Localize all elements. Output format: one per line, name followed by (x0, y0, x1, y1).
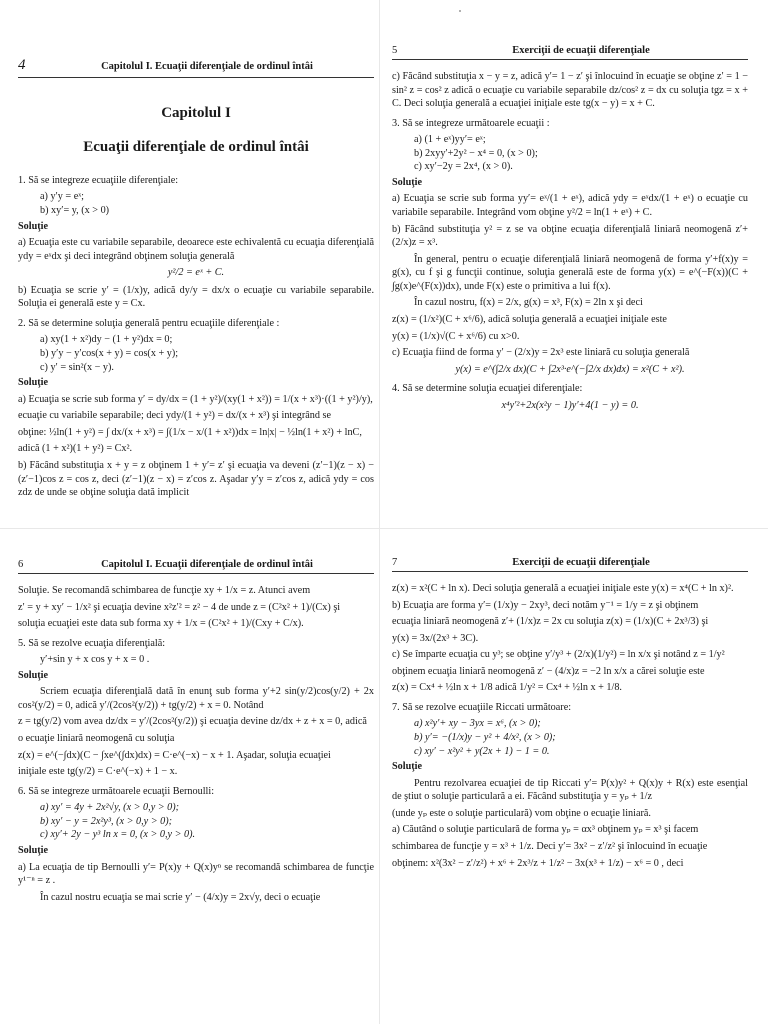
solution-heading: Soluţie (18, 377, 49, 389)
solution-5-line5: iniţiale este tg(y/2) = C·e^(−x) + 1 − x. (18, 766, 178, 778)
solution-2a-line3: obţine: ½ln(1 + y²) = ∫ dx/(x + x³) = ∫(1/x − x/(1 + x²))dx = ln|x| − ½ln(1 + x²) + lnC, (18, 426, 362, 438)
solution-7-intro: Pentru rezolvarea ecuaţiei de tip Riccati y′= P(x)y² + Q(x)y + R(x) este esenţial de ştiut o soluţie particulară a ei. Făcând substituţia y = yₚ + 1/z (392, 777, 748, 803)
problem-6c: c) xy′+ 2y − y³ ln x = 0, (x > 0,y > 0). (40, 829, 196, 841)
page-5 (388, 44, 752, 416)
solution-4-line1: Soluţie. Se recomandă schimbarea de funcţie xy + 1/x = z. Atunci avem (18, 584, 311, 596)
chapter-label: Capitolul I (161, 104, 231, 121)
solution-6c-line2: obţinem ecuaţia liniară neomogenă z′ − (4/x)z = −2 ln x/x a cărei soluţie este (392, 665, 705, 677)
header-title: Exerciţii de ecuaţii diferenţiale (512, 557, 650, 568)
solution-3-general: În general, pentru o ecuaţie diferenţială liniară neomogenă de forma y′+f(x)y = g(x), cu f şi g funcţii continue, soluţia generală este de forma y(x) = e^(−F(x))(C + ∫g(x)e^(F(x))dx), unde F(x) este o primitiva a lui f(x). (392, 253, 748, 292)
solution-2a-line1: a) Ecuaţia se scrie sub forma y′ = dy/dx = (1 + y²)/(xy(1 + x²)) = 1/(x + x³)·((1 + y²)/y), (18, 393, 373, 405)
page-7 (388, 556, 752, 873)
problem-5: 5. Să se rezolve ecuaţia diferenţială: (18, 637, 166, 649)
problem-1: 1. Să se integreze ecuaţiile diferenţiale: (18, 174, 179, 186)
problem-7: 7. Să se rezolve ecuaţiile Riccati următoare: (392, 701, 572, 713)
running-header (392, 44, 748, 60)
solution-6a: a) La ecuaţia de tip Bernoulli y′= P(x)y + Q(x)yⁿ se recomandă schimbarea de funcţie y¹⁻ⁿ = z . (18, 861, 374, 887)
vertical-fold-line (379, 0, 380, 1024)
header-title: Capitolul I. Ecuaţii diferenţiale de ordinul întâi (101, 61, 313, 72)
problem-1b: b) xy′= y, (x > 0) (40, 204, 110, 216)
solution-6c-line1: c) Se împarte ecuaţia cu y³; se obţine y′/y³ + (2/x)(1/y²) = ln x/x şi notând z = 1/y² (392, 649, 725, 661)
solution-6b-line3: y(x) = 3x/(2x³ + 3C). (392, 632, 479, 644)
solution-2a-line2: ecuaţie cu variabile separabile; deci ydy/(1 + y²) = dx/(x + x³) şi integrând se (18, 410, 332, 422)
solution-3-z: z(x) = (1/x²)(C + x⁶/6), adică soluţia generală a ecuaţiei iniţiale este (392, 313, 667, 325)
chapter-title: Ecuaţii diferenţiale de ordinul întâi (83, 138, 309, 155)
problem-4: 4. Să se determine soluţia ecuaţiei diferenţiale: (392, 383, 583, 395)
running-header (18, 56, 374, 78)
problem-7c: c) xy′ − x²y² + y(2x + 1) − 1 = 0. (414, 745, 550, 757)
solution-3b: b) Făcând substituţia y² = z se va obţine ecuaţia diferenţială liniară neomogenă z′+ (2/x)z = x³. (392, 223, 748, 249)
problem-2a: a) xy(1 + x²)dy − (1 + y²)dx = 0; (40, 334, 173, 346)
problem-6a: a) xy′ = 4y + 2x²√y, (x > 0,y > 0); (40, 802, 180, 814)
solution-2a-line4: adică (1 + x²)(1 + y²) = Cx². (18, 443, 133, 455)
solution-4-line2: z′ = y + xy′ − 1/x² şi ecuaţia devine x²z′² = z² − 4 de unde z = (C²x² + 1)/(Cx) şi (18, 601, 341, 613)
problem-5-equation: y′+sin y + x cos y + x = 0 . (40, 654, 150, 666)
solution-5-line4: z(x) = e^(−∫dx)(C − ∫xe^(∫dx)dx) = C·e^(−x) − x + 1. Aşadar, soluţia ecuaţiei (18, 749, 331, 761)
running-header (392, 556, 748, 572)
problem-2c: c) y′ = sin²(x − y). (40, 361, 114, 373)
problem-7b: b) y′= −(1/x)y − y² + 4/x², (x > 0); (414, 732, 556, 744)
solution-6a-end: z(x) = x²(C + ln x). Deci soluţia generală a ecuaţiei iniţiale este y(x) = x⁴(C + ln x)². (392, 582, 734, 594)
solution-2b: b) Făcând substituţia x + y = z obţinem 1 + y′= z′ şi ecuaţia va deveni (z′−1)(z − x) − (z′−1)cos z = cos z, deci (z′−1)(z − x) = z′cos z. Aşadar y′y = z′cos z, adică ydy = cos zdz de unde se obţine soluţia dată implicit (18, 459, 374, 499)
solution-heading: Soluţie (392, 761, 423, 773)
solution-5-line3: o ecuaţie liniară neomogenă cu soluţia (18, 733, 175, 745)
solution-7a-line3: obţinem: x²(3x² − z′/z²) + x⁶ + 2x³/z + 1/z² − 3x(x³ + 1/z) − x⁶ = 0 , deci (392, 857, 684, 869)
solution-3c: c) Ecuaţia fiind de forma y′ − (2/x)y = 2x³ este liniară cu soluţia generală (392, 347, 690, 359)
page-number: 6 (18, 559, 24, 570)
horizontal-fold-line (0, 528, 768, 529)
solution-heading: Soluţie (18, 844, 49, 856)
equation: y(x) = e^(∫2/x dx)(C + ∫2x³·e^(−∫2/x dx)dx) = x²(C + x²). (455, 363, 685, 375)
problem-6: 6. Să se integreze următoarele ecuaţii Bernoulli: (18, 785, 215, 797)
solution-3-y: y(x) = (1/x)√(C + x⁶/6) cu x>0. (392, 330, 520, 342)
equation: y²/2 = eˣ + C. (167, 267, 225, 279)
problem-7a: a) x²y′+ xy − 3yx = x⁶, (x > 0); (414, 718, 541, 730)
solution-7-note: (unde yₚ este o soluţie particulară) vom obţine o ecuaţie liniară. (392, 807, 651, 819)
solution-5-line2: z = tg(y/2) vom avea dz/dx = y′/(2cos²(y/2)) şi ecuaţia devine dz/dx + z + x = 0, adică (18, 716, 367, 728)
header-title: Capitolul I. Ecuaţii diferenţiale de ordinul întâi (101, 559, 313, 570)
solution-4-line3: soluţia ecuaţiei este data sub forma xy + 1/x = (C²x² + 1)/(Cxy + C/x). (18, 618, 304, 630)
page-number: 5 (392, 45, 398, 56)
solution-7a-line1: a) Căutând o soluţie particulară de forma yₚ = αx³ obţinem yₚ = x³ şi facem (392, 824, 699, 836)
solution-6c-line3: z(x) = Cx⁴ + ½ln x + 1/8 adică 1/y² = Cx⁴ + ½ln x + 1/8. (392, 682, 622, 694)
solution-1b: b) Ecuaţia se scrie y′ = (1/x)y, adică dy/y = dx/x o ecuaţie cu variabile separabile. Soluţia ei generală este y = Cx. (18, 284, 374, 310)
solution-heading: Soluţie (18, 669, 49, 681)
solution-6b-line2: ecuaţia liniară neomogenă z′+ (1/x)z = 2x cu soluţia z(x) = (1/x)(C + 2x³/3) şi (392, 616, 709, 628)
solution-heading: Soluţie (18, 220, 49, 232)
solution-3a: a) Ecuaţia se scrie sub forma yy′= eˣ/(1 + eˣ), adică ydy = eˣdx/(1 + eˣ) o ecuaţie cu variabile separabile. Integrând vom obţine y²/2 = ln(1 + eˣ) + C. (392, 193, 748, 219)
page-number: 4 (18, 57, 26, 73)
scan-speck (459, 10, 461, 12)
solution-3-case: În cazul nostru, f(x) = 2/x, g(x) = x³, F(x) = 2ln x şi deci (414, 297, 643, 309)
problem-2: 2. Să se determine soluţia generală pentru ecuaţiile diferenţiale : (18, 317, 280, 329)
header-title: Exerciţii de ecuaţii diferenţiale (512, 45, 650, 56)
problem-3a: a) (1 + eˣ)yy′= eˣ; (414, 134, 486, 146)
running-header (18, 558, 374, 574)
solution-1a: a) Ecuaţia este cu variabile separabile, deoarece este echivalentă cu ecuaţia diferenţială ydy = eˣdx şi deci integrând obţinem soluţia generală (18, 237, 374, 262)
solution-heading: Soluţie (392, 176, 423, 188)
problem-3b: b) 2xyy′+2y² − x⁴ = 0, (x > 0); (414, 147, 538, 159)
page-6 (14, 558, 378, 907)
solution-5-line1: Scriem ecuaţia diferenţială dată în enunţ sub forma y′+2 sin(y/2)cos(y/2) + 2x cos²(y/2) = 0, adică y′/(2cos²(y/2)) + tg(y/2) + x = 0. Notând (18, 686, 374, 711)
equation: x⁴y′²+2x(x²y − 1)y′+4(1 − y) = 0. (501, 399, 639, 411)
problem-3c: c) xy′−2y = 2x⁴, (x > 0). (414, 161, 513, 173)
solution-7a-line2: schimbarea de funcţie y = x³ + 1/z. Deci y′= 3x² − z′/z² şi înlocuind în ecuaţie (392, 840, 708, 852)
problem-6b: b) xy′ − y = 2x²y³, (x > 0,y > 0); (40, 815, 172, 827)
solution-6a-cont: În cazul nostru ecuaţia se mai scrie y′ − (4/x)y = 2x√y, deci o ecuaţie (40, 891, 321, 903)
problem-3: 3. Să se integreze următoarele ecuaţii : (392, 117, 550, 129)
page-4 (14, 56, 378, 503)
solution-2c: c) Făcând substituţia x − y = z, adică y′= 1 − z′ şi înlocuind în ecuaţie se obţine z′ = 1 − sin² z = cos² z adică o ecuaţie cu variabile separabile dz/cos² z = dx cu soluţia tgz = x + C. Deci soluţia generală a ecuaţiei iniţiale este tg(x − y) = x + C. (392, 70, 748, 110)
problem-1a: a) y′y = eˣ; (40, 191, 85, 203)
page-number: 7 (392, 557, 398, 568)
problem-2b: b) y′y − y′cos(x + y) = cos(x + y); (40, 348, 179, 359)
solution-6b-line1: b) Ecuaţia are forma y′= (1/x)y − 2xy³, deci notăm y⁻¹ = 1/y = z şi obţinem (392, 599, 699, 611)
